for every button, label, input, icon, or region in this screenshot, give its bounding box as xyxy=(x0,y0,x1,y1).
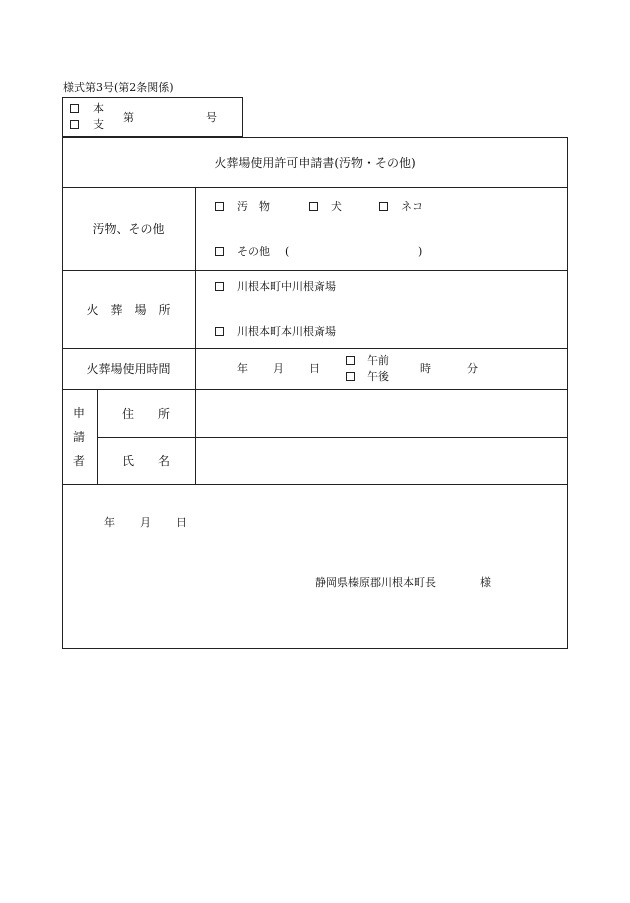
time-minute: 分 xyxy=(467,362,478,375)
addressee: 静岡県榛原郡川根本町長 xyxy=(315,576,436,589)
divider xyxy=(62,389,568,390)
time-year: 年 xyxy=(237,362,248,375)
other-detail-field[interactable] xyxy=(296,244,414,260)
honorific: 様 xyxy=(480,576,491,589)
checkbox-filth[interactable] xyxy=(215,202,224,211)
name-field[interactable] xyxy=(200,441,562,479)
application-form-table xyxy=(62,137,568,649)
checkbox-main-office[interactable] xyxy=(70,104,79,113)
option-filth: 汚 物 xyxy=(237,200,270,213)
other-open-paren: ( xyxy=(285,245,290,258)
address-field[interactable] xyxy=(200,394,562,432)
number-suffix: 号 xyxy=(206,111,217,124)
option-nakakawane: 川根本町中川根斎場 xyxy=(237,280,336,293)
usage-time-label: 火葬場使用時間 xyxy=(86,362,171,376)
option-cat: ネコ xyxy=(401,200,423,213)
name-label: 氏 名 xyxy=(121,454,170,468)
divider xyxy=(62,348,568,349)
checkbox-am[interactable] xyxy=(346,356,355,365)
time-hour: 時 xyxy=(420,362,431,375)
date-month: 月 xyxy=(140,516,151,529)
form-number-label: 様式第3号(第2条関係) xyxy=(63,81,174,94)
checkbox-other[interactable] xyxy=(215,247,224,256)
crematorium-site-label: 火 葬 場 所 xyxy=(86,303,171,317)
divider xyxy=(62,187,568,188)
option-honkawane: 川根本町本川根斎場 xyxy=(237,325,336,338)
number-prefix: 第 xyxy=(123,111,134,124)
address-label: 住 所 xyxy=(121,407,170,421)
divider xyxy=(62,484,568,485)
applicant-label-char: 申 xyxy=(73,406,86,420)
option-main-label: 本 xyxy=(93,102,104,115)
checkbox-branch-office[interactable] xyxy=(70,120,79,129)
divider xyxy=(62,270,568,271)
option-pm: 午後 xyxy=(367,370,389,383)
checkbox-nakakawane[interactable] xyxy=(215,282,224,291)
option-other: その他 xyxy=(237,245,270,258)
option-am: 午前 xyxy=(367,354,389,367)
time-day: 日 xyxy=(309,362,320,375)
option-dog: 犬 xyxy=(331,200,342,213)
other-close-paren: ) xyxy=(418,245,423,258)
time-month: 月 xyxy=(273,362,284,375)
checkbox-cat[interactable] xyxy=(379,202,388,211)
applicant-label-char: 者 xyxy=(73,454,86,468)
checkbox-dog[interactable] xyxy=(309,202,318,211)
column-divider xyxy=(97,389,98,484)
date-day: 日 xyxy=(176,516,187,529)
checkbox-honkawane[interactable] xyxy=(215,327,224,336)
divider xyxy=(97,437,568,438)
number-box xyxy=(62,97,243,137)
column-divider xyxy=(195,187,196,484)
date-year: 年 xyxy=(104,516,115,529)
option-branch-label: 支 xyxy=(93,118,104,131)
checkbox-pm[interactable] xyxy=(346,372,355,381)
object-type-label: 汚物、その他 xyxy=(92,222,165,236)
applicant-label-char: 請 xyxy=(73,430,86,444)
form-title: 火葬場使用許可申請書(汚物・その他) xyxy=(214,156,416,170)
